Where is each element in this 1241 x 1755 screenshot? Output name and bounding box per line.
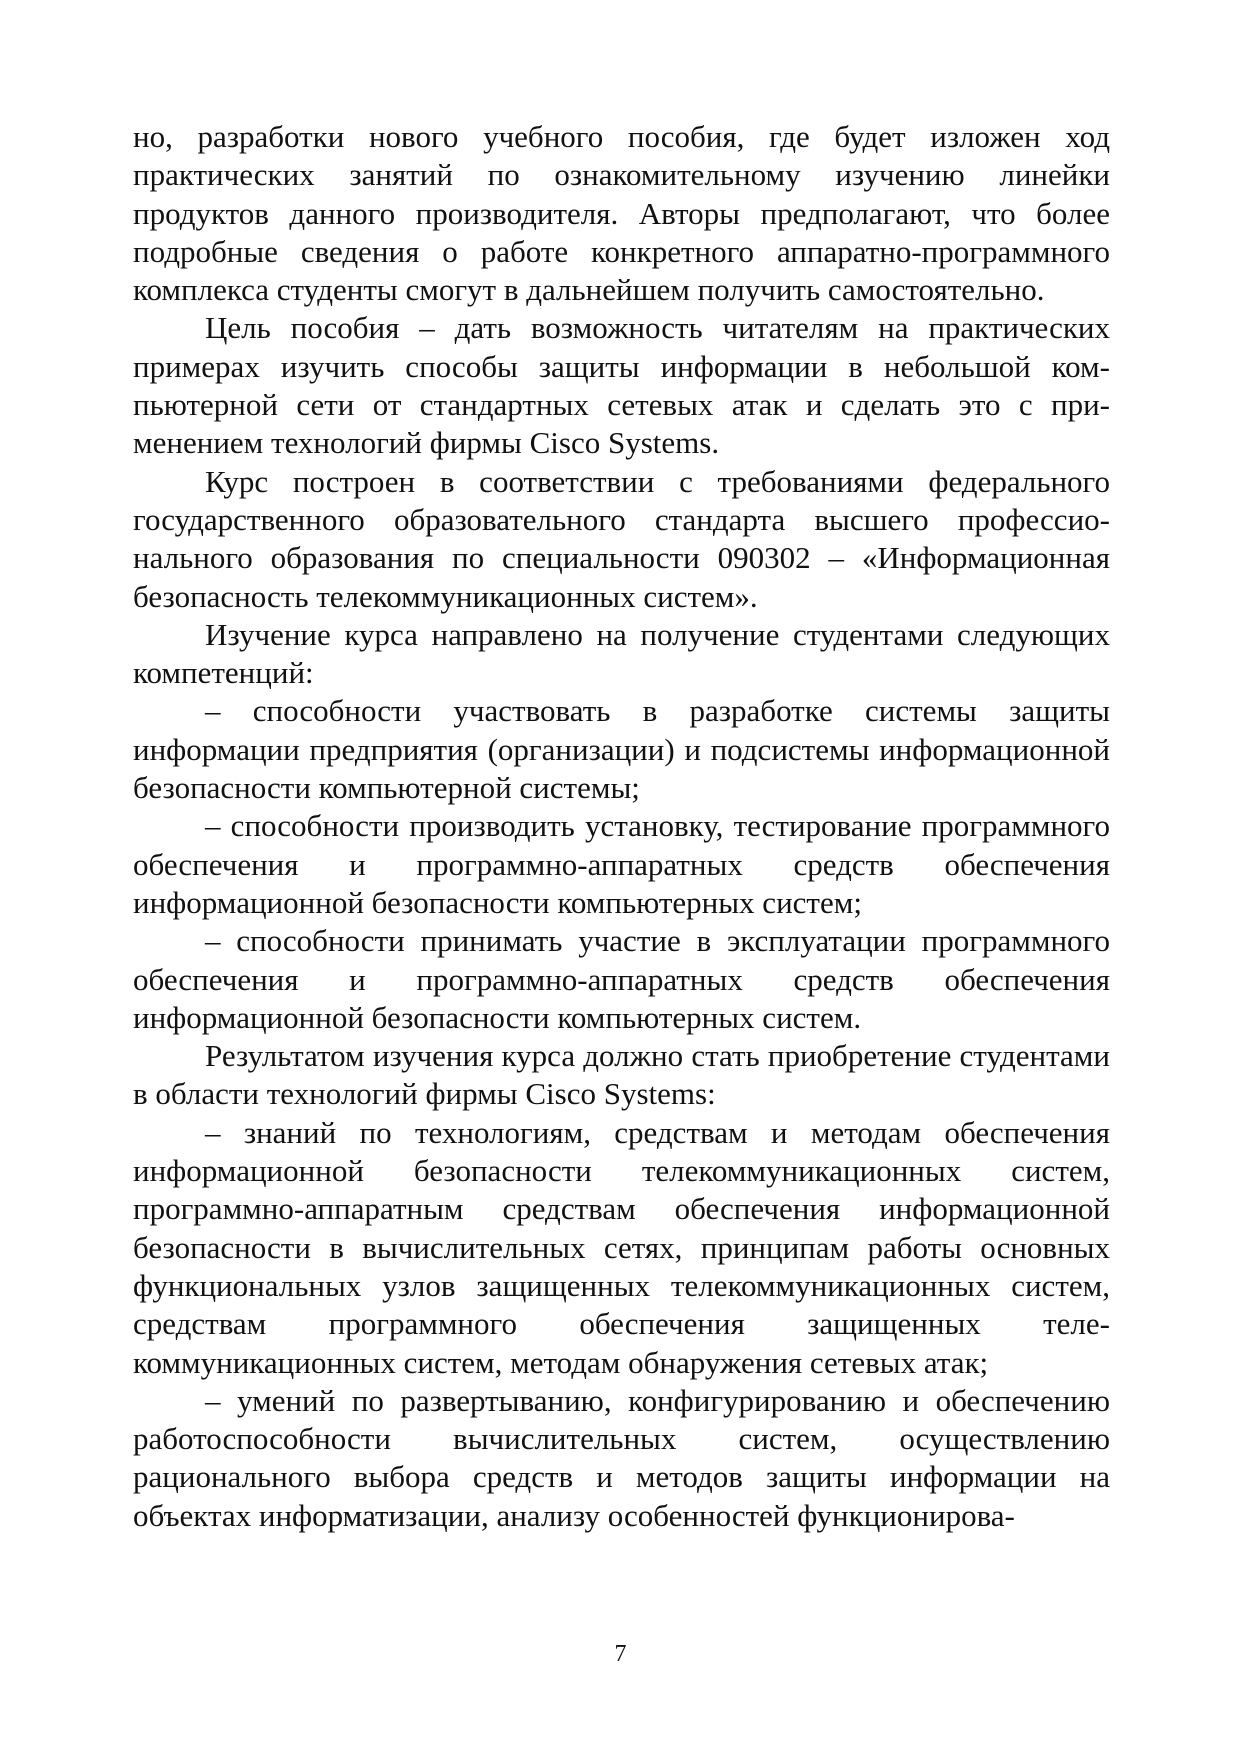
page-body [133, 118, 1110, 1535]
paragraph-continuation: но, разработки нового учебного пособия, где будет изложен ход практических занятий по ознакомительному изучению линейки продуктов данного производителя. Авторы предполагают, что более подробные сведения о работе конкретного аппаратно-программного комплекса студенты смогут в дальнейшем получить самостоятельно. [133, 119, 1110, 308]
paragraph-goal: Цель пособия – дать возможность читателям на практических примерах изучить способы защиты информации в небольшой компьютерной сети от стандартных сетевых атак и сделать это с применением технологий фирмы Cisco Systems. [133, 310, 1110, 461]
paragraph-results-intro: Результатом изучения курса должно стать приобретение студентами в области технологий фирмы Cisco Systems: [133, 1038, 1110, 1112]
list-item-knowledge: – знаний по технологиям, средствам и методам обеспечения информационной безопасности телекоммуникационных систем, программно-аппаратным средствам обеспечения информационной безопасности в вычислительных сетях, принципам работы основных функциональных узлов защищенных телекоммуникационных систем, средствам программного обеспечения защищенных телекоммуникационных систем, методам обнаружения сетевых атак; [133, 1114, 1110, 1380]
list-item-skills: – умений по развертыванию, конфигурированию и обеспечению работоспособности вычислительных систем, осуществлению рационального выбора средств и методов защиты информации на объектах информатизации, анализу особенностей функционирова- [133, 1382, 1110, 1533]
list-item-competency-1: – способности участвовать в разработке системы защиты информации предприятия (организации) и подсистемы информационной безопасности компьютерной системы; [133, 693, 1110, 806]
list-item-competency-3: – способности принимать участие в эксплуатации программного обеспечения и программно-аппаратных средств обеспечения информационной безопасности компьютерных систем. [133, 923, 1110, 1035]
paragraph-standard: Курс построен в соответствии с требованиями федерального государственного образовательного стандарта высшего профессионального образования по специальности 090302 – «Информационная безопасность телекоммуникационных систем». [133, 463, 1110, 614]
paragraph-competencies-intro: Изучение курса направлено на получение студентами следующих компетенций: [133, 616, 1110, 691]
page-number: 7 [614, 1641, 627, 1667]
list-item-competency-2: – способности производить установку, тестирование программного обеспечения и программно-аппаратных средств обеспечения информационной безопасности компьютерных систем; [133, 808, 1110, 920]
